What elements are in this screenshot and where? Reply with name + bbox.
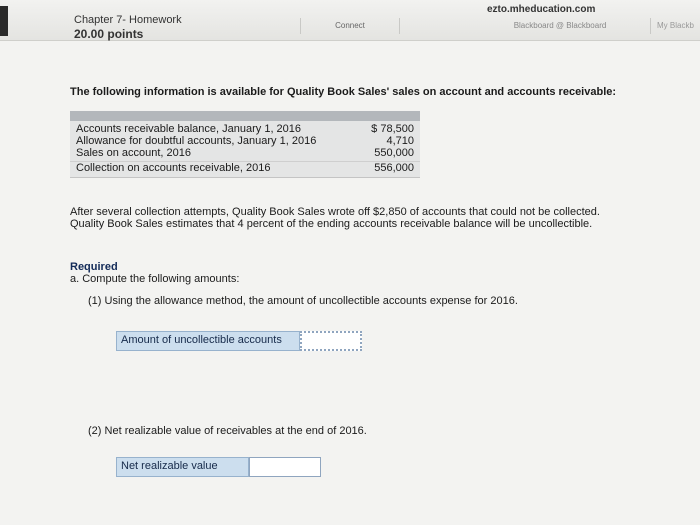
question-2 [88, 425, 367, 437]
answer-row-uncollectible [116, 331, 362, 351]
table-row [70, 148, 420, 160]
browser-top-bar [0, 0, 700, 41]
row-value: 556,000 [374, 162, 414, 174]
question-1-number: (1) [88, 295, 102, 307]
row-label: Accounts receivable balance, January 1, 2016 [76, 123, 302, 135]
row-label: Collection on accounts receivable, 2016 [76, 162, 271, 174]
tab-connect[interactable]: Connect [300, 18, 400, 34]
row-value: $ 78,500 [371, 123, 414, 135]
answer-row-net-realizable [116, 457, 321, 477]
question-2-number: (2) [88, 425, 102, 437]
question-1-text: Using the allowance method, the amount of uncollectible accounts expense for 2016. [104, 295, 518, 307]
question-2-text: Net realizable value of receivables at the end of 2016. [104, 425, 367, 437]
row-value: 4,710 [386, 135, 414, 147]
table-header-bar [70, 111, 420, 121]
chapter-title: Chapter 7- Homework [74, 14, 182, 26]
row-label: Allowance for doubtful accounts, January 1, 2016 [76, 135, 317, 147]
row-label: Sales on account, 2016 [76, 147, 191, 159]
uncollectible-accounts-input[interactable] [300, 331, 362, 351]
net-realizable-value-input[interactable] [249, 457, 321, 477]
net-realizable-value-label: Net realizable value [116, 457, 249, 477]
problem-intro: The following information is available for Quality Book Sales' sales on account and accounts receivable: [70, 86, 617, 98]
points-value: 20.00 points [74, 27, 144, 41]
row-value: 550,000 [374, 147, 414, 159]
data-table [70, 111, 420, 178]
window-edge-marker [0, 6, 8, 36]
table-row [70, 161, 420, 175]
address-bar-url[interactable]: ezto.mheducation.com [487, 4, 596, 15]
question-1 [88, 295, 518, 307]
question-content [0, 41, 700, 525]
uncollectible-accounts-label: Amount of uncollectible accounts [116, 331, 300, 351]
table-body [70, 121, 420, 178]
problem-paragraph: After several collection attempts, Quality Book Sales wrote off $2,850 of accounts that could not be collected. Quality Book Sales estimates that 4 percent of the ending accounts receivable balance will be uncollectible. [70, 206, 600, 230]
part-a-instruction: a. Compute the following amounts: [70, 273, 240, 285]
tab-my-blackboard[interactable]: My Blackb [650, 18, 700, 34]
tab-blackboard[interactable]: Blackboard @ Blackboard [513, 21, 607, 30]
required-heading: Required [70, 261, 118, 273]
